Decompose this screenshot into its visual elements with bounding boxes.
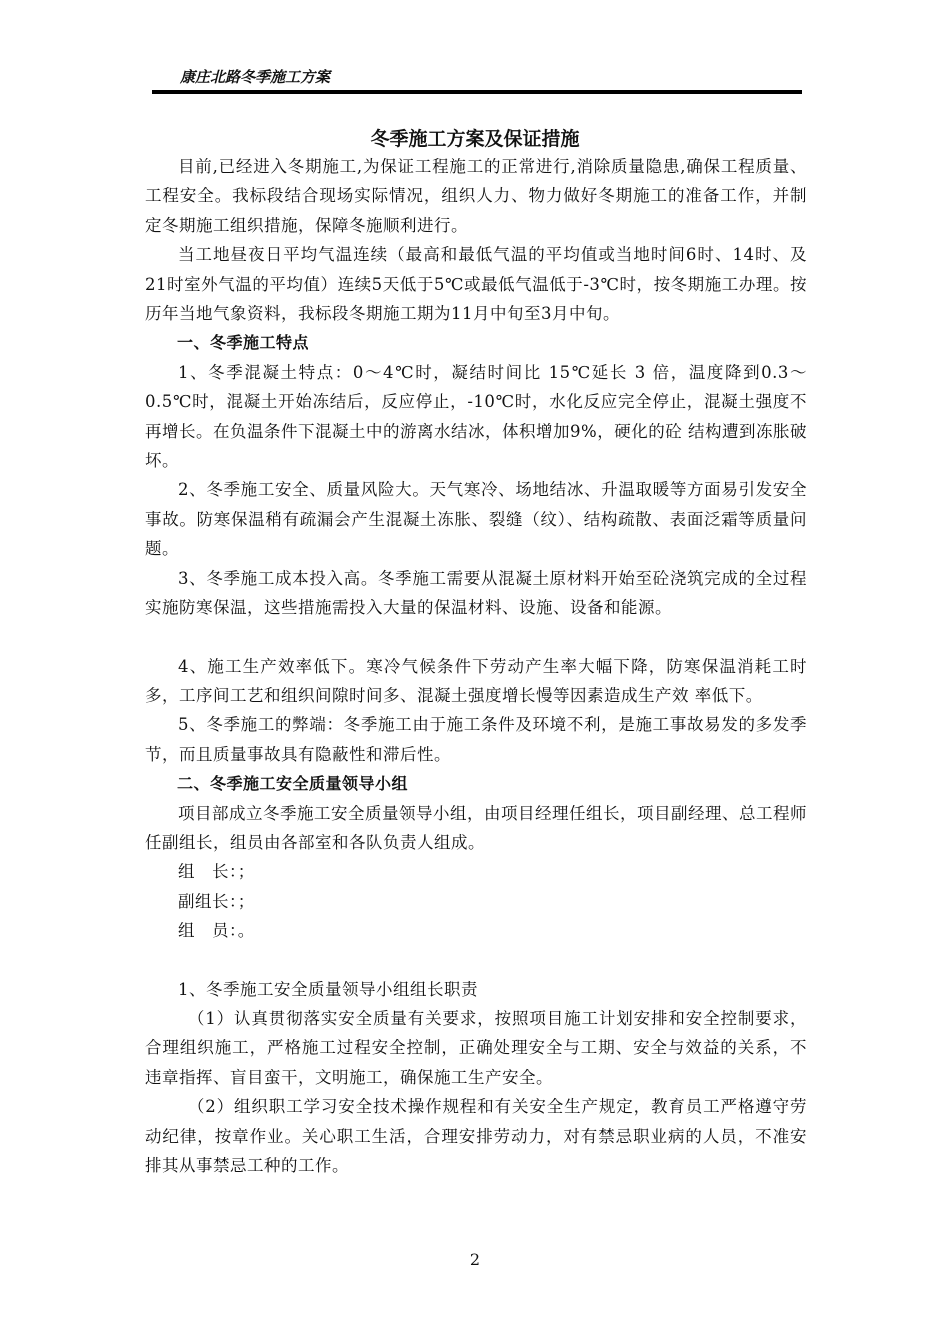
page-number: 2	[469, 1250, 481, 1269]
paragraph-item: 3、冬季施工成本投入高。冬季施工需要从混凝土原材料开始至砼浇筑完成的全过程实施防寒保温，这些措施需投入大量的保温材料、设施、设备和能源。	[145, 568, 807, 618]
paragraph-item: 1、冬季混凝土特点：0～4℃时，凝结时间比 15℃延长 3 倍，温度降到0.3～ 0.5℃时，混凝土开始冻结后，反应停止，-10℃时，水化反应完全停止，混凝土强度不再增长。在负温条件下混凝土中的游离水结冰，体积增加9%，硬化的砼 结构遭到冻胀破坏。	[145, 362, 807, 471]
document-title: 冬季施工方案及保证措施	[370, 128, 580, 150]
paragraph-team: 项目部成立冬季施工安全质量领导小组，由项目经理任组长，项目副经理、总工程师任副组长，组员由各部室和各队负责人组成。	[145, 803, 807, 852]
paragraph-item: 4、施工生产效率低下。寒冷气候条件下劳动产生率大幅下降，防寒保温消耗工时多，工序间工艺和组织间隙时间多、混凝土强度增长慢等因素造成生产效 率低下。	[145, 656, 807, 705]
team-member-line: 组 员：。	[178, 921, 255, 941]
paragraph-item: 2、冬季施工安全、质量风险大。天气寒冷、场地结冰、升温取暖等方面易引发安全事故。防寒保温稍有疏漏会产生混凝土冻胀、裂缝（纹）、结构疏散、表面泛霜等质量问题。	[145, 480, 807, 559]
paragraph-temperature-criteria: 当工地昼夜日平均气温连续（最高和最低气温的平均值或当地时间6时、14时、及21时室外气温的平均值）连续5天低于5℃或最低气温低于-3℃时，按冬期施工办理。按历年当地气象资料，我标段冬期施工期为11月中旬至3月中旬。	[145, 245, 807, 324]
document-body	[145, 152, 807, 1180]
subsection-heading: 1、冬季施工安全质量领导小组组长职责	[178, 979, 478, 999]
header-rule	[152, 90, 802, 94]
duty-item: （1）认真贯彻落实安全质量有关要求，按照项目施工计划安排和安全控制要求，合理组织施工，严格施工过程安全控制，正确处理安全与工期、安全与效益的关系，不违章指挥、盲目蛮干，文明施工，确保施工生产安全。	[145, 1008, 807, 1087]
team-deputy-line: 副组长：；	[178, 891, 255, 911]
running-header-title: 康庄北路冬季施工方案	[180, 68, 331, 86]
section-heading: 二、冬季施工安全质量领导小组	[177, 774, 409, 794]
duty-item: （2）组织职工学习安全技术操作规程和有关安全生产规定，教育员工严格遵守劳动纪律，按章作业。关心职工生活，合理安排劳动力，对有禁忌职业病的人员，不准安排其从事禁忌工种的工作。	[145, 1097, 807, 1175]
paragraph-intro: 目前,已经进入冬期施工,为保证工程施工的正常进行,消除质量隐患,确保工程质量、工程安全。我标段结合现场实际情况，组织人力、物力做好冬期施工的准备工作，并制定冬期施工组织措施，保障冬施顺利进行。	[145, 157, 807, 235]
section-heading: 一、冬季施工特点	[177, 333, 310, 353]
team-leader-line: 组 长：；	[178, 862, 255, 882]
paragraph-item: 5、冬季施工的弊端：冬季施工由于施工条件及环境不利，是施工事故易发的多发季节，而且质量事故具有隐蔽性和滞后性。	[145, 715, 807, 764]
